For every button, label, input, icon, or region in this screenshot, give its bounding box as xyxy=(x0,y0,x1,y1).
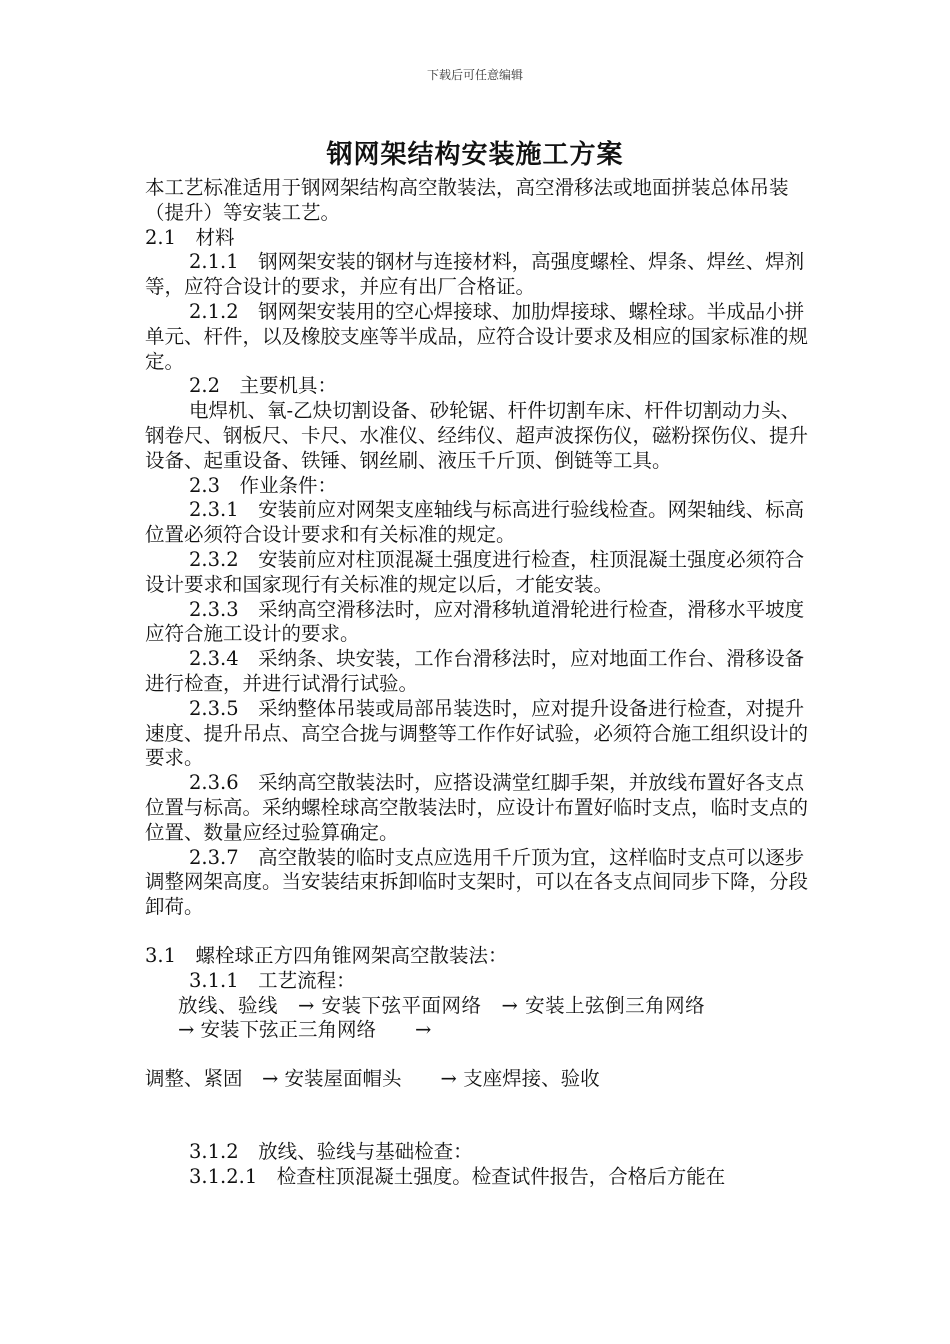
document-title: 钢网架结构安装施工方案 xyxy=(326,140,624,170)
clause-2-3-2: 2.3.2 安装前应对柱顶混凝土强度进行检查，柱顶混凝土强度必须符合设计要求和国家现行有关标准的规定以后，才能安装。 xyxy=(145,547,805,596)
clause-2-3-1: 2.3.1 安装前应对网架支座轴线与标高进行验线检查。网架轴线、标高位置必须符合设计要求和有关标准的规定。 xyxy=(145,498,805,547)
clause-2-3-3: 2.3.3 采纳高空滑移法时，应对滑移轨道滑轮进行检查，滑移水平坡度应符合施工设计的要求。 xyxy=(145,597,805,646)
section-2-2-heading: 2.2 主要机具： xyxy=(189,374,338,398)
section-2-1-heading: 2.1 材料 xyxy=(145,225,235,249)
blank-line xyxy=(145,1043,817,1067)
clause-2-1-2: 2.1.2 钢网架安装用的空心焊接球、加肋焊接球、螺栓球。半成品小拼单元、杆件，以及橡胶支座等半成品，应符合设计要求及相应的国家标准的规定。 xyxy=(145,299,809,373)
clause-3-1-2: 3.1.2 放线、验线与基础检查： xyxy=(189,1139,473,1163)
page-header-note: 下载后可任意编辑 xyxy=(426,68,523,82)
intro-paragraph: 本工艺标准适用于钢网架结构高空散装法，高空滑移法或地面拼装总体吊装（提升）等安装工艺。 xyxy=(145,176,789,224)
section-2-3-heading: 2.3 作业条件： xyxy=(189,473,338,497)
section-3-1-heading: 3.1 螺栓球正方四角锥网架高空散装法： xyxy=(145,943,508,967)
blank-line xyxy=(145,920,817,944)
clause-3-1-1: 3.1.1 工艺流程： xyxy=(189,968,356,992)
clause-2-1-1: 2.1.1 钢网架安装的钢材与连接材料，高强度螺栓、焊条、焊丝、焊剂等，应符合设计的要求，并应有出厂合格证。 xyxy=(145,250,805,299)
clause-3-1-2-1: 3.1.2.1 检查柱顶混凝土强度。检查试件报告，合格后方能在 xyxy=(189,1164,726,1188)
clause-2-3-4: 2.3.4 采纳条、块安装，工作台滑移法时，应对地面工作台、滑移设备进行检查，并进行试滑行试验。 xyxy=(145,647,805,695)
equipment-list: 电焊机、氧-乙炔切割设备、砂轮锯、杆件切割车床、杆件切割动力头、钢卷尺、钢板尺、卡尺、水准仪、经纬仪、超声波探伤仪，磁粉探伤仪、提升设备、起重设备、铁锤、钢丝刷、液压千斤顶、倒链等工具。 xyxy=(145,399,809,472)
clause-2-3-6: 2.3.6 采纳高空散装法时，应搭设满堂红脚手架，并放线布置好各支点位置与标高。采纳螺栓球高空散装法时，应设计布置好临时支点，临时支点的位置、数量应经过验算确定。 xyxy=(145,771,809,844)
process-flow-line-3: 调整、紧固 → 安装屋面帽头 → 支座焊接、验收 xyxy=(145,1067,600,1091)
clause-2-3-7: 2.3.7 高空散装的临时支点应选用千斤顶为宜，这样临时支点可以逐步调整网架高度。当安装结束拆卸临时支架时，可以在各支点间同步下降，分段卸荷。 xyxy=(145,845,809,919)
blank-line xyxy=(145,1092,817,1140)
document-body xyxy=(145,176,817,1189)
process-flow-line-2: → 安装下弦正三角网络 → xyxy=(178,1018,432,1042)
clause-2-3-5: 2.3.5 采纳整体吊装或局部吊装迭时，应对提升设备进行检查，对提升速度、提升吊点、高空合拢与调整等工作作好试验，必须符合施工组织设计的要求。 xyxy=(145,696,809,770)
process-flow-line-1: 放线、验线 → 安装下弦平面网络 → 安装上弦倒三角网络 xyxy=(178,993,706,1017)
